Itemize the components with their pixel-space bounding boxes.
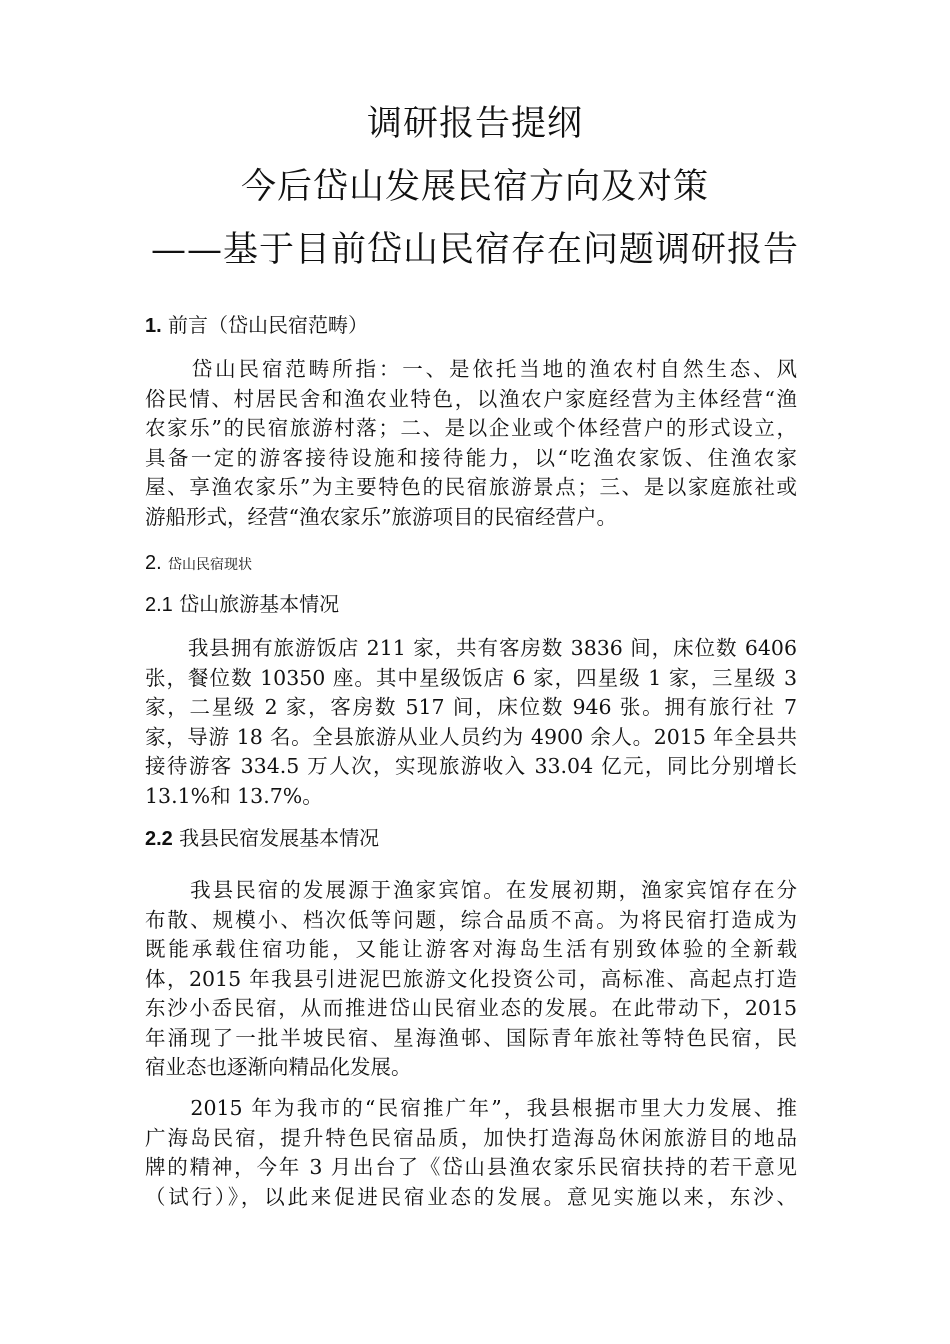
section-1-heading [145, 311, 368, 340]
paragraph-line: 接待游客 334.5 万人次，实现旅游收入 33.04 亿元，同比分别增长 [145, 754, 797, 778]
section-1-paragraph [145, 355, 797, 532]
paragraph-line: 家，导游 18 名。全县旅游从业人员约为 4900 余人。2015 年全县共 [145, 724, 797, 749]
report-subtitle-2: ——基于目前岱山民宿存在问题调研报告 [150, 230, 799, 270]
paragraph-line: 农家乐”的民宿旅游村落；二、是以企业或个体经营户的形式设立， [145, 416, 797, 440]
paragraph-line: 13.1%和 13.7%。 [145, 783, 323, 808]
paragraph-line: 具备一定的游客接待设施和接待能力，以“吃渔农家饭、住渔农家 [145, 445, 797, 470]
paragraph-line: 布散、规模小、档次低等问题，综合品质不高。为将民宿打造成为 [145, 907, 797, 932]
paragraph-line: 体，2015 年我县引进泥巴旅游文化投资公司，高标准、高起点打造 [145, 966, 797, 991]
paragraph-line: 俗民情、村居民舍和渔农业特色，以渔农户家庭经营为主体经营“渔 [145, 386, 797, 411]
paragraph-line: 广海岛民宿，提升特色民宿品质，加快打造海岛休闲旅游目的地品 [145, 1125, 797, 1150]
section-2-2-paragraph-1 [145, 876, 797, 1083]
paragraph-line: 张，餐位数 10350 座。其中星级饭店 6 家，四星级 1 家，三星级 3 [145, 665, 797, 690]
section-2-1-title: 岱山旅游基本情况 [179, 592, 340, 616]
paragraph-line: 家，二星级 2 家，客房数 517 间，床位数 946 张。拥有旅行社 7 [145, 695, 797, 719]
section-2-2-title: 我县民宿发展基本情况 [179, 826, 380, 850]
paragraph-line: 我县民宿的发展源于渔家宾馆。在发展初期，渔家宾馆存在分 [145, 878, 797, 902]
paragraph-line: 年涌现了一批半坡民宿、星海渔邨、国际青年旅社等特色民宿，民 [145, 1025, 797, 1050]
paragraph-line: 宿业态也逐渐向精品化发展。 [145, 1055, 412, 1079]
section-2-2-number: 2.2 [145, 828, 173, 850]
section-2-1-number: 2.1 [145, 594, 173, 616]
report-title: 调研报告提纲 [366, 104, 583, 144]
section-2-number: 2. [145, 552, 162, 574]
section-2-2-paragraph-2 [145, 1094, 797, 1212]
paragraph-line: 我县拥有旅游饭店 211 家，共有客房数 3836 间，床位数 6406 [145, 636, 797, 660]
paragraph-line: 2015 年为我市的“民宿推广年”，我县根据市里大力发展、推 [145, 1096, 797, 1120]
paragraph-line: 岱山民宿范畴所指：一、是依托当地的渔农村自然生态、风 [145, 357, 797, 381]
paragraph-line: 屋、享渔农家乐”为主要特色的民宿旅游景点；三、是以家庭旅社或 [145, 475, 797, 499]
paragraph-line: （试行）》，以此来促进民宿业态的发展。意见实施以来，东沙、 [145, 1184, 797, 1209]
section-2-1-paragraph [145, 634, 797, 811]
report-subtitle: 今后岱山发展民宿方向及对策 [240, 167, 709, 207]
section-2-heading [145, 548, 252, 579]
section-2-title: 岱山民宿现状 [168, 557, 253, 573]
paragraph-line: 游船形式，经营“渔农家乐”旅游项目的民宿经营户。 [145, 504, 617, 529]
paragraph-line: 既能承载住宿功能，又能让游客对海岛生活有别致体验的全新载 [145, 937, 797, 961]
section-2-1-heading [145, 590, 339, 619]
section-2-2-heading [145, 824, 379, 853]
section-1-number: 1. [145, 315, 162, 337]
paragraph-line: 东沙小岙民宿，从而推进岱山民宿业态的发展。在此带动下，2015 [145, 996, 797, 1020]
paragraph-line: 牌的精神，今年 3 月出台了《岱山县渔农家乐民宿扶持的若干意见 [145, 1155, 797, 1179]
section-1-title: 前言（岱山民宿范畴） [168, 313, 369, 337]
